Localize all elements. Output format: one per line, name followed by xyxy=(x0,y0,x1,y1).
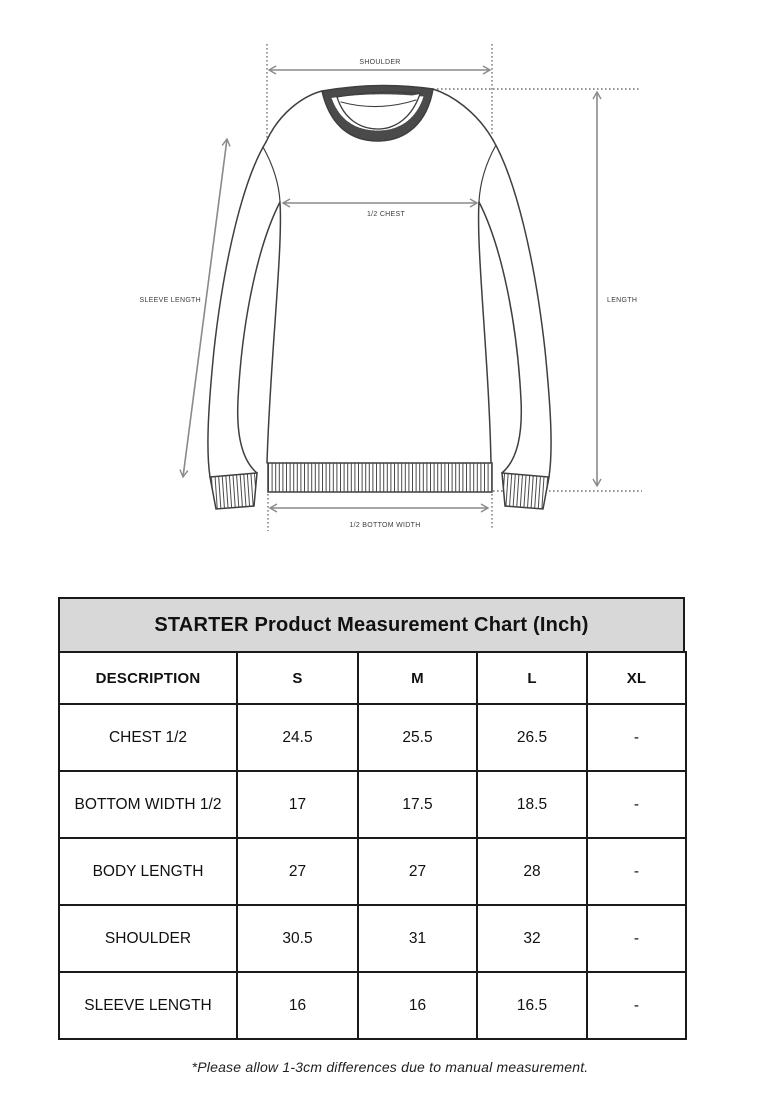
column-header-description: DESCRIPTION xyxy=(59,652,237,704)
measurement-cell: 17.5 xyxy=(358,771,477,838)
sweater-outline xyxy=(208,85,551,477)
measurement-cell: - xyxy=(587,771,686,838)
footnote: *Please allow 1-3cm differences due to manual measurement. xyxy=(191,1059,589,1075)
table-row xyxy=(59,771,686,838)
hem-band xyxy=(268,463,492,492)
row-label: SHOULDER xyxy=(59,905,237,972)
measurement-cell: 16.5 xyxy=(477,972,587,1039)
measurement-cell: 25.5 xyxy=(358,704,477,771)
table-row xyxy=(59,838,686,905)
measurement-chart-section xyxy=(58,597,685,1040)
table-title: STARTER Product Measurement Chart (Inch) xyxy=(58,597,685,653)
column-header-m: M xyxy=(358,652,477,704)
measurement-cell: 27 xyxy=(237,838,358,905)
measurement-cell: 28 xyxy=(477,838,587,905)
row-label: BOTTOM WIDTH 1/2 xyxy=(59,771,237,838)
dimension-label-shoulder: SHOULDER xyxy=(359,59,401,66)
row-label: CHEST 1/2 xyxy=(59,704,237,771)
measurement-cell: 18.5 xyxy=(477,771,587,838)
measurement-cell: 16 xyxy=(358,972,477,1039)
measurement-cell: - xyxy=(587,972,686,1039)
table-row xyxy=(59,972,686,1039)
table-row xyxy=(59,704,686,771)
measurement-cell: 32 xyxy=(477,905,587,972)
row-label: SLEEVE LENGTH xyxy=(59,972,237,1039)
measurement-cell: 31 xyxy=(358,905,477,972)
measurement-cell: 27 xyxy=(358,838,477,905)
measurement-cell: 16 xyxy=(237,972,358,1039)
measurement-cell: 26.5 xyxy=(477,704,587,771)
column-header-l: L xyxy=(477,652,587,704)
header-row xyxy=(59,652,686,704)
measurement-cell: 24.5 xyxy=(237,704,358,771)
dimension-label-half-chest: 1/2 CHEST xyxy=(366,211,406,218)
measurement-cell: 30.5 xyxy=(237,905,358,972)
dimension-label-half-bottom-width: 1/2 BOTTOM WIDTH xyxy=(349,522,421,529)
dimension-label-length: LENGTH xyxy=(607,297,638,304)
measurement-table xyxy=(58,651,687,1040)
dimension-label-sleeve-length: SLEEVE LENGTH xyxy=(139,297,201,304)
column-header-s: S xyxy=(237,652,358,704)
table-row xyxy=(59,905,686,972)
measurement-cell: - xyxy=(587,838,686,905)
measurement-cell: 17 xyxy=(237,771,358,838)
measurement-cell: - xyxy=(587,704,686,771)
measurement-cell: - xyxy=(587,905,686,972)
row-label: BODY LENGTH xyxy=(59,838,237,905)
column-header-xl: XL xyxy=(587,652,686,704)
